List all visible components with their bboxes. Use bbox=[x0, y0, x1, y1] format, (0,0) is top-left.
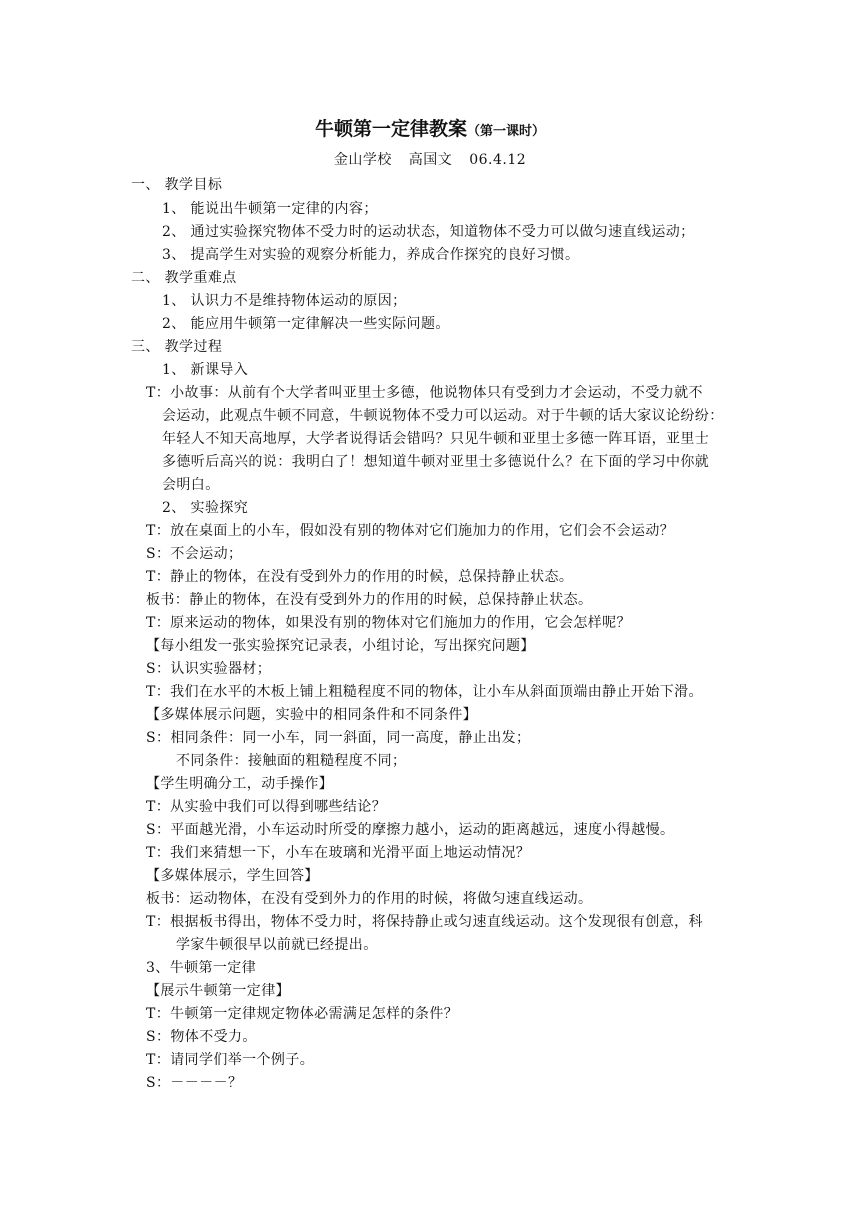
paragraph-line: S：平面越光滑，小车运动时所受的摩擦力越小，运动的距离越远，速度小得越慢。 bbox=[146, 822, 675, 838]
paragraph-line: T：根据板书得出，物体不受力时，将保持静止或匀速直线运动。这个发现很有创意，科 bbox=[146, 914, 703, 930]
section-heading: 一、 教学目标 bbox=[131, 177, 223, 193]
subsection-heading: 3、牛顿第一定律 bbox=[146, 960, 257, 976]
paragraph-line: S：物体不受力。 bbox=[146, 1029, 257, 1045]
title-main: 牛顿第一定律教案 bbox=[314, 118, 467, 140]
list-item: 2、 能应用牛顿第一定律解决一些实际问题。 bbox=[162, 316, 450, 332]
paragraph-line: 【每小组发一张实验探究记录表，小组讨论，写出探究问题】 bbox=[146, 638, 535, 654]
list-item: 1、 认识力不是维持物体运动的原因； bbox=[162, 293, 407, 309]
paragraph-line: 会明白。 bbox=[162, 477, 220, 493]
paragraph-line: 【学生明确分工，动手操作】 bbox=[146, 776, 334, 792]
document-date: 06.4.12 bbox=[469, 152, 527, 168]
list-item: 1、 能说出牛顿第一定律的内容； bbox=[162, 201, 378, 217]
paragraph-line: S：认识实验器材； bbox=[146, 661, 272, 677]
paragraph-line: 不同条件：接触面的粗糙程度不同； bbox=[176, 753, 407, 769]
paragraph-line: 【多媒体展示问题，实验中的相同条件和不同条件】 bbox=[146, 707, 478, 723]
school-name: 金山学校 bbox=[333, 152, 392, 168]
paragraph-line: 板书：运动物体，在没有受到外力的作用的时候，将做匀速直线运动。 bbox=[146, 891, 593, 907]
paragraph-line: T：我们在水平的木板上铺上粗糙程度不同的物体，让小车从斜面顶端由静止开始下滑。 bbox=[146, 684, 703, 700]
paragraph-line: S：不会运动； bbox=[146, 546, 243, 562]
subsection-heading: 2、 实验探究 bbox=[162, 500, 249, 516]
paragraph-line: S：－－－－？ bbox=[146, 1075, 243, 1091]
paragraph-line: T：小故事：从前有个大学者叫亚里士多德，他说物体只有受到力才会运动，不受力就不 bbox=[146, 385, 703, 401]
byline bbox=[0, 149, 860, 171]
paragraph-line: 【多媒体展示，学生回答】 bbox=[146, 868, 319, 884]
paragraph-line: S：相同条件：同一小车，同一斜面，同一高度，静止出发； bbox=[146, 730, 531, 746]
list-item: 2、 通过实验探究物体不受力时的运动状态，知道物体不受力可以做匀速直线运动； bbox=[162, 224, 695, 240]
document-title bbox=[0, 114, 860, 147]
paragraph-line: T：放在桌面上的小车，假如没有别的物体对它们施加力的作用，它们会不会运动？ bbox=[146, 523, 675, 539]
paragraph-line: 学家牛顿很早以前就已经提出。 bbox=[176, 937, 378, 953]
paragraph-line: T：牛顿第一定律规定物体必需满足怎样的条件？ bbox=[146, 1006, 459, 1022]
list-item: 3、 提高学生对实验的观察分析能力，养成合作探究的良好习惯。 bbox=[162, 247, 580, 263]
paragraph-line: 多德听后高兴的说：我明白了！想知道牛顿对亚里士多德说什么？在下面的学习中你就 bbox=[162, 454, 710, 470]
section-heading: 二、 教学重难点 bbox=[131, 270, 237, 286]
paragraph-line: 会运动，此观点牛顿不同意，牛顿说物体不受力可以运动。对于牛顿的话大家议论纷纷： bbox=[162, 408, 724, 424]
paragraph-line: T：请同学们举一个例子。 bbox=[146, 1052, 315, 1068]
paragraph-line: 板书：静止的物体，在没有受到外力的作用的时候，总保持静止状态。 bbox=[146, 592, 593, 608]
paragraph-line: 年轻人不知天高地厚，大学者说得话会错吗？只见牛顿和亚里士多德一阵耳语，亚里士 bbox=[162, 431, 710, 447]
paragraph-line: 【展示牛顿第一定律】 bbox=[146, 983, 290, 999]
author-name: 高国文 bbox=[408, 152, 453, 168]
paragraph-line: T：静止的物体，在没有受到外力的作用的时候，总保持静止状态。 bbox=[146, 569, 574, 585]
paragraph-line: T：我们来猜想一下，小车在玻璃和光滑平面上地运动情况？ bbox=[146, 845, 531, 861]
title-note: （第一课时） bbox=[467, 124, 546, 139]
section-heading: 三、 教学过程 bbox=[131, 339, 223, 355]
paragraph-line: T：从实验中我们可以得到哪些结论？ bbox=[146, 799, 387, 815]
subsection-heading: 1、 新课导入 bbox=[162, 362, 249, 378]
paragraph-line: T：原来运动的物体，如果没有别的物体对它们施加力的作用，它会怎样呢？ bbox=[146, 615, 631, 631]
